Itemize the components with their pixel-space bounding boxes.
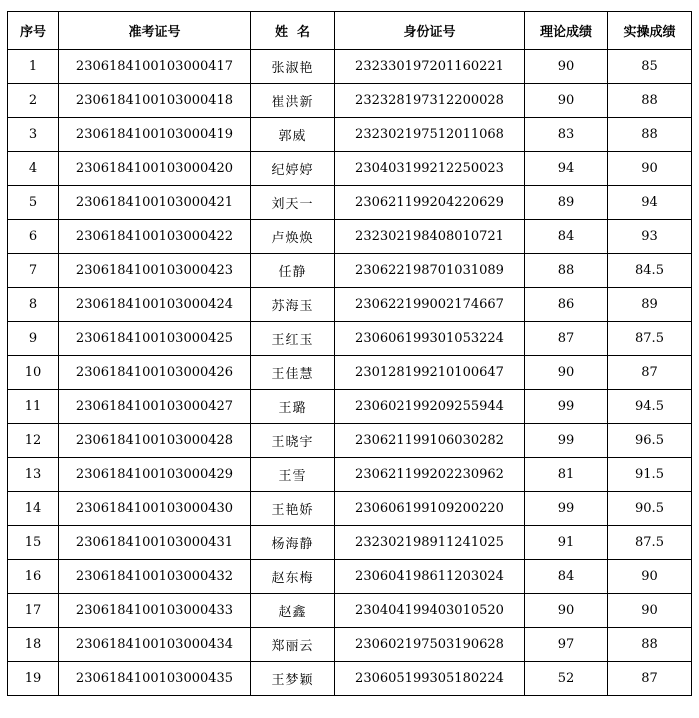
cell-seq: 2 xyxy=(8,84,59,118)
cell-seq: 6 xyxy=(8,220,59,254)
cell-id-card: 232302198408010721 xyxy=(335,220,525,254)
cell-seq: 19 xyxy=(8,662,59,696)
table-row xyxy=(8,50,692,84)
cell-practical-score: 88 xyxy=(608,628,692,662)
cell-practical-score: 89 xyxy=(608,288,692,322)
cell-name: 王艳娇 xyxy=(251,492,335,526)
cell-id-card: 230605199305180224 xyxy=(335,662,525,696)
cell-seq: 15 xyxy=(8,526,59,560)
cell-name: 王雪 xyxy=(251,458,335,492)
cell-id-card: 230622198701031089 xyxy=(335,254,525,288)
table-row xyxy=(8,424,692,458)
table-row xyxy=(8,560,692,594)
cell-name: 王璐 xyxy=(251,390,335,424)
cell-id-card: 232328197312200028 xyxy=(335,84,525,118)
cell-seq: 1 xyxy=(8,50,59,84)
cell-id-card: 230403199212250023 xyxy=(335,152,525,186)
cell-seq: 7 xyxy=(8,254,59,288)
cell-id-card: 230621199106030282 xyxy=(335,424,525,458)
cell-id-card: 230606199109200220 xyxy=(335,492,525,526)
cell-exam-id: 2306184100103000424 xyxy=(59,288,251,322)
cell-name: 王晓宇 xyxy=(251,424,335,458)
header-practical-score: 实操成绩 xyxy=(608,12,692,50)
table-row xyxy=(8,356,692,390)
cell-practical-score: 87 xyxy=(608,356,692,390)
cell-id-card: 230602197503190628 xyxy=(335,628,525,662)
cell-name: 杨海静 xyxy=(251,526,335,560)
header-seq: 序号 xyxy=(8,12,59,50)
cell-exam-id: 2306184100103000433 xyxy=(59,594,251,628)
cell-exam-id: 2306184100103000426 xyxy=(59,356,251,390)
cell-seq: 13 xyxy=(8,458,59,492)
cell-practical-score: 84.5 xyxy=(608,254,692,288)
cell-seq: 11 xyxy=(8,390,59,424)
cell-practical-score: 93 xyxy=(608,220,692,254)
cell-seq: 8 xyxy=(8,288,59,322)
cell-theory-score: 90 xyxy=(525,50,608,84)
cell-exam-id: 2306184100103000430 xyxy=(59,492,251,526)
table-row xyxy=(8,254,692,288)
cell-name: 苏海玉 xyxy=(251,288,335,322)
table-row xyxy=(8,628,692,662)
cell-exam-id: 2306184100103000420 xyxy=(59,152,251,186)
score-table xyxy=(7,11,692,696)
cell-seq: 3 xyxy=(8,118,59,152)
header-id-card: 身份证号 xyxy=(335,12,525,50)
table-row xyxy=(8,288,692,322)
table-row xyxy=(8,390,692,424)
cell-exam-id: 2306184100103000419 xyxy=(59,118,251,152)
cell-theory-score: 97 xyxy=(525,628,608,662)
cell-exam-id: 2306184100103000418 xyxy=(59,84,251,118)
cell-name: 王佳慧 xyxy=(251,356,335,390)
cell-exam-id: 2306184100103000421 xyxy=(59,186,251,220)
cell-exam-id: 2306184100103000431 xyxy=(59,526,251,560)
cell-practical-score: 94 xyxy=(608,186,692,220)
cell-exam-id: 2306184100103000429 xyxy=(59,458,251,492)
table-row xyxy=(8,662,692,696)
cell-practical-score: 94.5 xyxy=(608,390,692,424)
table-row xyxy=(8,84,692,118)
table-row xyxy=(8,526,692,560)
cell-id-card: 230128199210100647 xyxy=(335,356,525,390)
cell-id-card: 230621199202230962 xyxy=(335,458,525,492)
cell-exam-id: 2306184100103000432 xyxy=(59,560,251,594)
cell-exam-id: 2306184100103000434 xyxy=(59,628,251,662)
cell-exam-id: 2306184100103000428 xyxy=(59,424,251,458)
cell-theory-score: 84 xyxy=(525,220,608,254)
cell-exam-id: 2306184100103000423 xyxy=(59,254,251,288)
cell-practical-score: 96.5 xyxy=(608,424,692,458)
cell-id-card: 230602199209255944 xyxy=(335,390,525,424)
cell-theory-score: 90 xyxy=(525,594,608,628)
cell-theory-score: 94 xyxy=(525,152,608,186)
cell-name: 王梦颖 xyxy=(251,662,335,696)
cell-id-card: 232302198911241025 xyxy=(335,526,525,560)
header-theory-score: 理论成绩 xyxy=(525,12,608,50)
cell-name: 赵东梅 xyxy=(251,560,335,594)
cell-seq: 12 xyxy=(8,424,59,458)
cell-id-card: 232302197512011068 xyxy=(335,118,525,152)
cell-practical-score: 87.5 xyxy=(608,322,692,356)
header-exam-id: 准考证号 xyxy=(59,12,251,50)
cell-id-card: 230404199403010520 xyxy=(335,594,525,628)
cell-theory-score: 99 xyxy=(525,424,608,458)
table-row xyxy=(8,458,692,492)
cell-practical-score: 90 xyxy=(608,594,692,628)
table-row xyxy=(8,492,692,526)
cell-name: 王红玉 xyxy=(251,322,335,356)
cell-id-card: 230621199204220629 xyxy=(335,186,525,220)
cell-exam-id: 2306184100103000425 xyxy=(59,322,251,356)
cell-seq: 5 xyxy=(8,186,59,220)
cell-theory-score: 99 xyxy=(525,390,608,424)
cell-practical-score: 90 xyxy=(608,560,692,594)
cell-name: 郭威 xyxy=(251,118,335,152)
header-row xyxy=(8,12,692,50)
cell-exam-id: 2306184100103000417 xyxy=(59,50,251,84)
cell-name: 郑丽云 xyxy=(251,628,335,662)
cell-theory-score: 86 xyxy=(525,288,608,322)
cell-name: 纪婷婷 xyxy=(251,152,335,186)
cell-theory-score: 81 xyxy=(525,458,608,492)
cell-practical-score: 88 xyxy=(608,118,692,152)
cell-name: 赵鑫 xyxy=(251,594,335,628)
cell-practical-score: 87.5 xyxy=(608,526,692,560)
cell-name: 刘天一 xyxy=(251,186,335,220)
cell-id-card: 230622199002174667 xyxy=(335,288,525,322)
cell-seq: 9 xyxy=(8,322,59,356)
cell-theory-score: 88 xyxy=(525,254,608,288)
cell-id-card: 230606199301053224 xyxy=(335,322,525,356)
cell-id-card: 230604198611203024 xyxy=(335,560,525,594)
cell-practical-score: 91.5 xyxy=(608,458,692,492)
cell-name: 任静 xyxy=(251,254,335,288)
cell-theory-score: 87 xyxy=(525,322,608,356)
cell-id-card: 232330197201160221 xyxy=(335,50,525,84)
cell-theory-score: 99 xyxy=(525,492,608,526)
cell-seq: 10 xyxy=(8,356,59,390)
cell-exam-id: 2306184100103000422 xyxy=(59,220,251,254)
table-row xyxy=(8,220,692,254)
cell-seq: 17 xyxy=(8,594,59,628)
table-header xyxy=(8,12,692,50)
table-body xyxy=(8,50,692,696)
table-row xyxy=(8,594,692,628)
table-row xyxy=(8,118,692,152)
cell-name: 崔洪新 xyxy=(251,84,335,118)
cell-seq: 18 xyxy=(8,628,59,662)
cell-theory-score: 90 xyxy=(525,356,608,390)
table-row xyxy=(8,322,692,356)
cell-theory-score: 52 xyxy=(525,662,608,696)
cell-practical-score: 90 xyxy=(608,152,692,186)
cell-seq: 16 xyxy=(8,560,59,594)
cell-seq: 4 xyxy=(8,152,59,186)
cell-practical-score: 90.5 xyxy=(608,492,692,526)
cell-practical-score: 87 xyxy=(608,662,692,696)
cell-theory-score: 89 xyxy=(525,186,608,220)
table-row xyxy=(8,186,692,220)
cell-theory-score: 90 xyxy=(525,84,608,118)
cell-theory-score: 83 xyxy=(525,118,608,152)
cell-name: 卢焕焕 xyxy=(251,220,335,254)
cell-theory-score: 91 xyxy=(525,526,608,560)
cell-theory-score: 84 xyxy=(525,560,608,594)
header-name: 姓 名 xyxy=(251,12,335,50)
cell-exam-id: 2306184100103000427 xyxy=(59,390,251,424)
cell-exam-id: 2306184100103000435 xyxy=(59,662,251,696)
cell-seq: 14 xyxy=(8,492,59,526)
table-row xyxy=(8,152,692,186)
cell-practical-score: 85 xyxy=(608,50,692,84)
cell-practical-score: 88 xyxy=(608,84,692,118)
cell-name: 张淑艳 xyxy=(251,50,335,84)
